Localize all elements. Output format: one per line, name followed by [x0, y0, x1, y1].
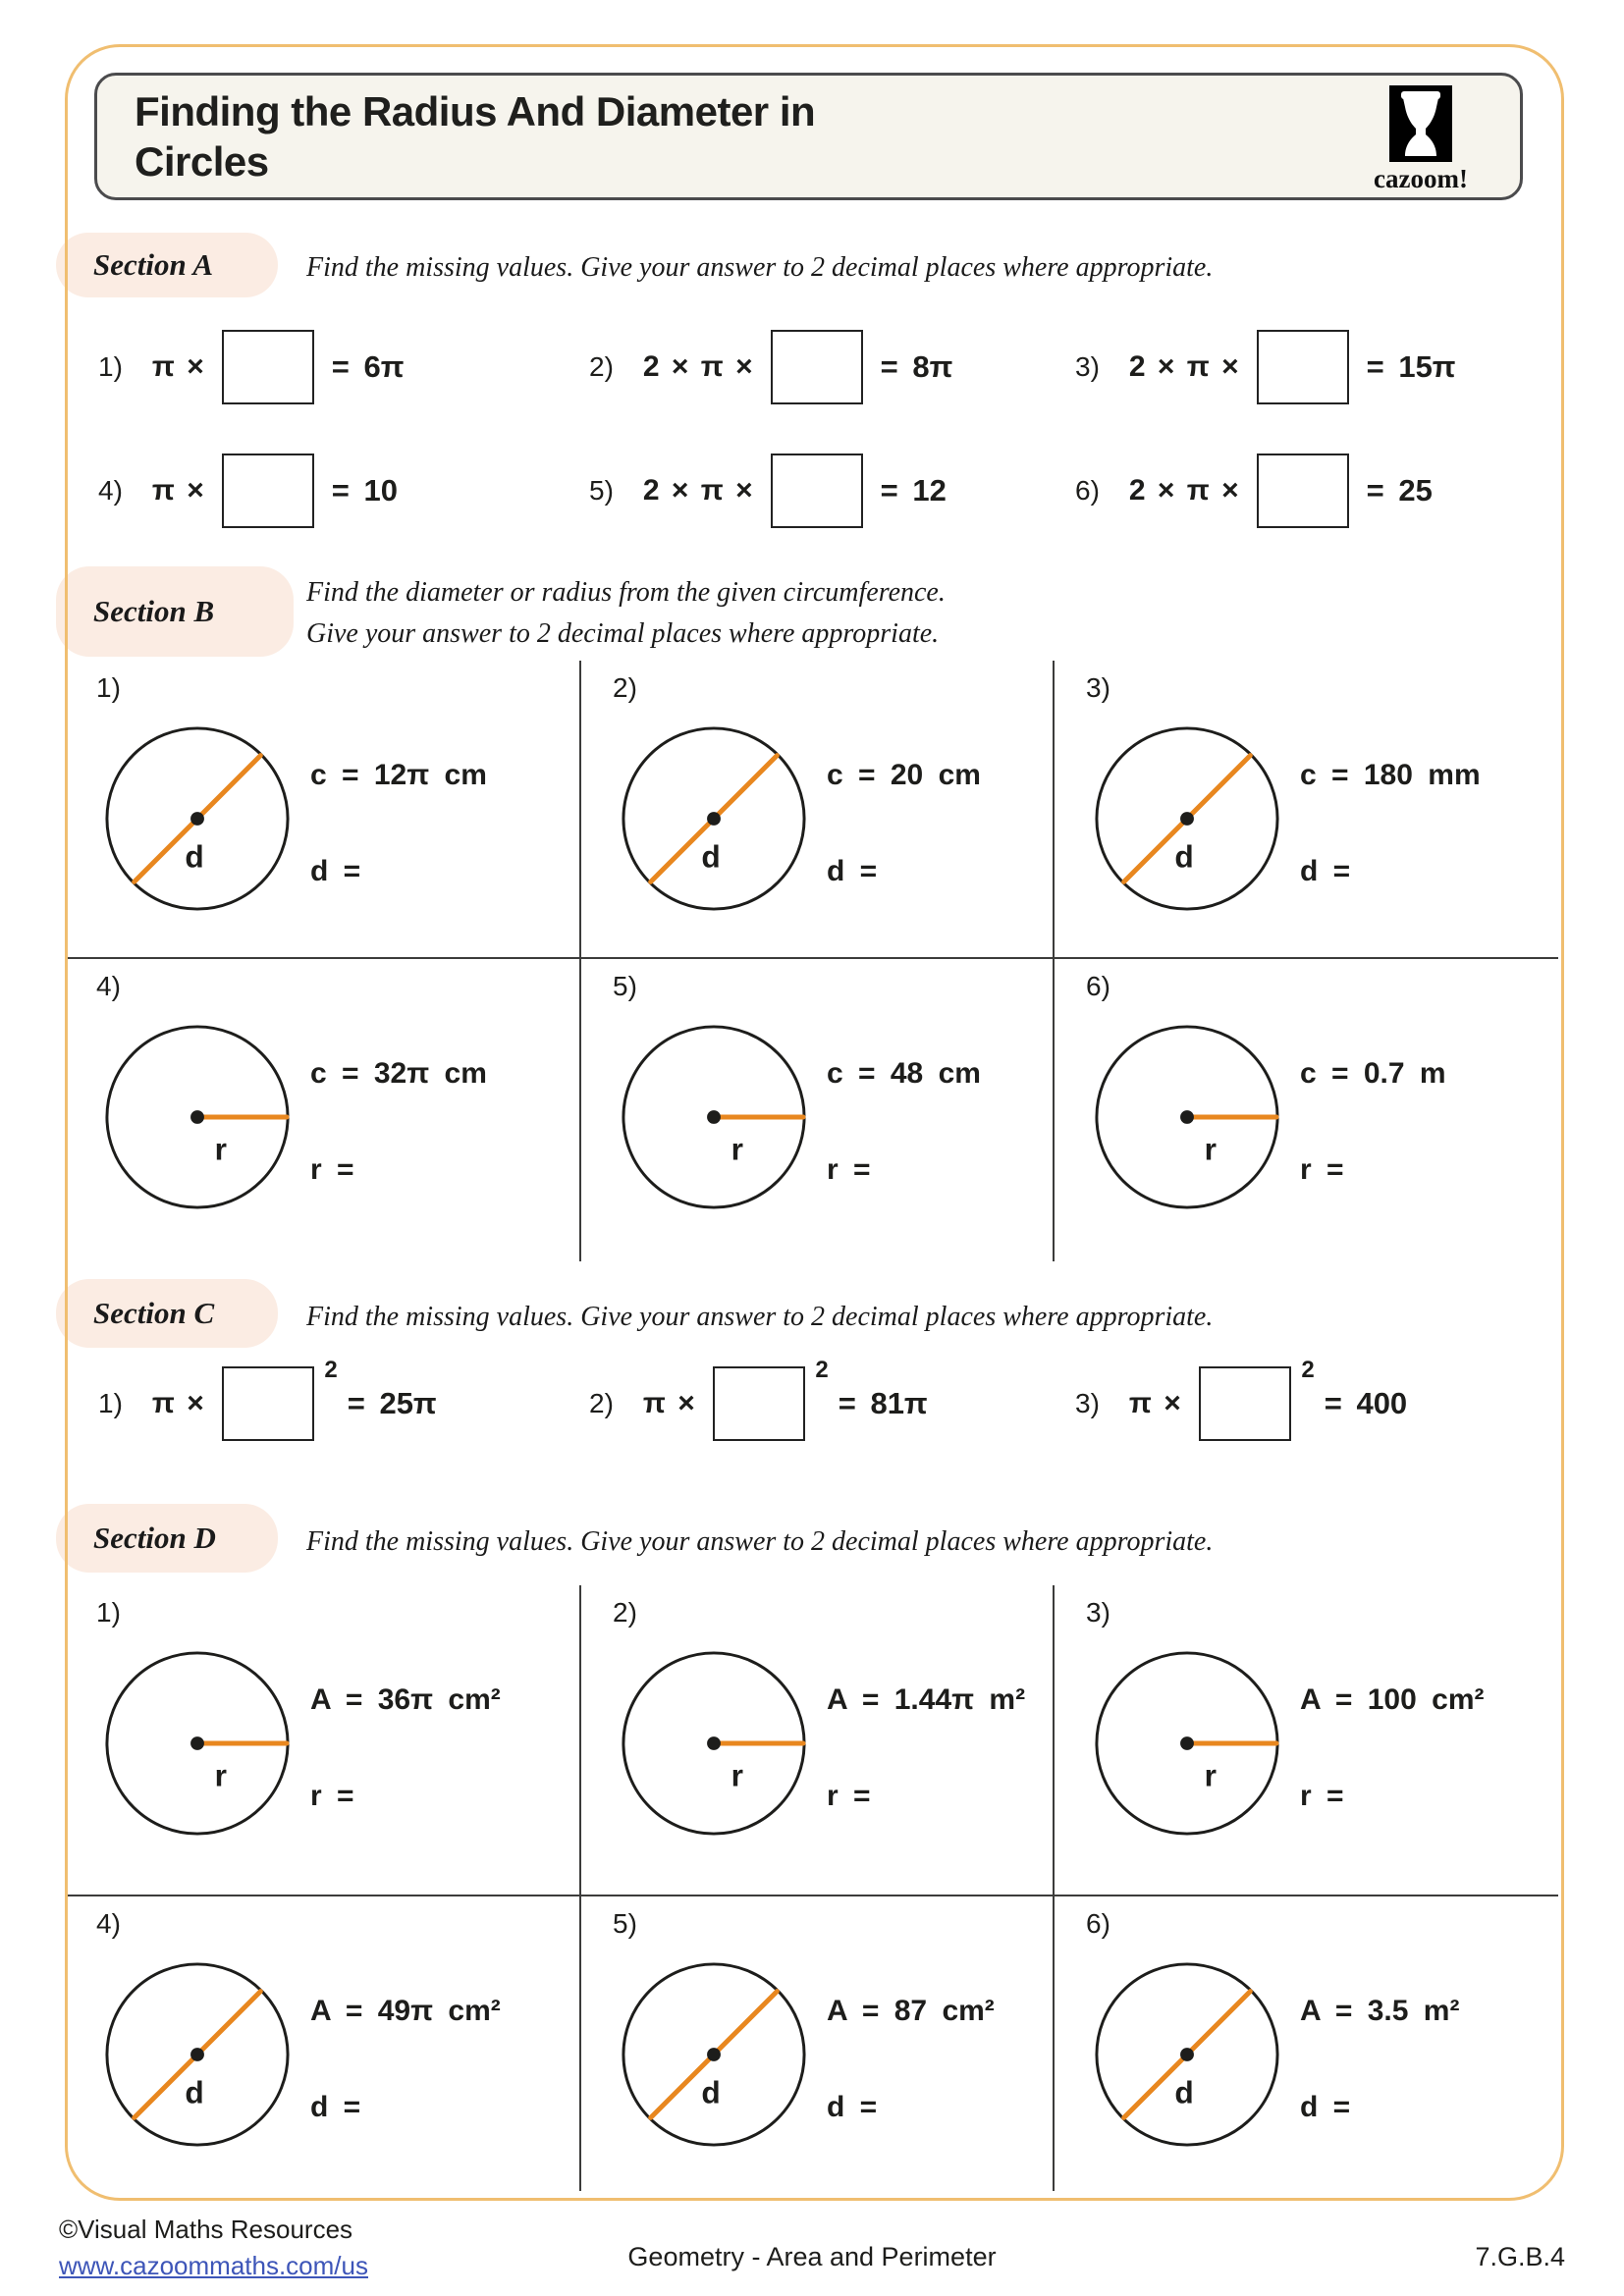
circle-radius-diagram: [617, 1646, 811, 1841]
section-b-instruction-line1: Find the diameter or radius from the given circumference.: [306, 577, 946, 608]
cell-number: 4): [96, 971, 121, 1001]
copyright-text: ©Visual Maths Resources: [59, 2215, 353, 2244]
given-value: A = 100 cm²: [1300, 1683, 1485, 1716]
radius-label: r: [1204, 1131, 1217, 1167]
find-prompt: d =: [310, 2091, 361, 2123]
answer-box[interactable]: [713, 1366, 805, 1441]
radius-label: r: [214, 1757, 227, 1793]
problem-result: = 81π: [838, 1386, 928, 1420]
given-value: c = 48 cm: [827, 1057, 981, 1090]
exponent: 2: [324, 1357, 338, 1383]
diameter-label: d: [185, 838, 204, 875]
problem-expression: 2 × π ×: [1128, 474, 1241, 507]
circle-diameter-diagram: [617, 1957, 811, 2152]
answer-box[interactable]: [1257, 454, 1349, 528]
section-d-label: Section D: [93, 1521, 216, 1555]
given-value: c = 0.7 m: [1300, 1057, 1446, 1090]
find-prompt: r =: [310, 1153, 354, 1186]
radius-label: r: [731, 1131, 743, 1167]
cell-number: 2): [613, 1597, 637, 1628]
radius-label: r: [214, 1131, 227, 1167]
section-a-label: Section A: [93, 247, 214, 282]
section-b-label: Section B: [93, 594, 215, 628]
section-d-cell-2: [581, 1585, 1055, 1895]
section-a-instruction: Find the missing values. Give your answer to 2 decimal places where appropriate.: [306, 252, 1214, 283]
answer-box[interactable]: [1199, 1366, 1291, 1441]
circle-radius-diagram: [617, 1020, 811, 1214]
cell-number: 6): [1086, 971, 1110, 1001]
section-d-cell-3: [1055, 1585, 1558, 1895]
problem-number: 1): [98, 1388, 123, 1418]
problem-number: 4): [98, 475, 123, 506]
section-d-pill: [56, 1504, 278, 1573]
diameter-label: d: [1174, 2074, 1194, 2110]
problem-number: 2): [589, 1388, 614, 1418]
problem-number: 3): [1075, 351, 1100, 382]
circle-diameter-diagram: [617, 721, 811, 916]
section-c-problem-1: [98, 1357, 437, 1441]
answer-box[interactable]: [771, 454, 863, 528]
problem-number: 5): [589, 475, 614, 506]
find-prompt: r =: [827, 1780, 871, 1812]
circle-diameter-diagram: [1090, 1957, 1284, 2152]
section-d-row-2: [65, 1896, 1558, 2191]
given-value: c = 12π cm: [310, 759, 487, 791]
page-title-line2: Circles: [135, 138, 269, 185]
section-a-problem-3: [1075, 330, 1456, 404]
section-d-grid: [65, 1585, 1558, 2191]
problem-expression: π ×: [151, 1387, 206, 1419]
find-prompt: r =: [1300, 1780, 1344, 1812]
answer-box[interactable]: [222, 330, 314, 404]
section-b-cell-2: [581, 661, 1055, 957]
standard-code: 7.G.B.4: [1475, 2242, 1565, 2271]
page-title-line1: Finding the Radius And Diameter in: [135, 87, 816, 134]
problem-expression: 2 × π ×: [642, 350, 755, 383]
given-value: A = 1.44π m²: [827, 1683, 1026, 1716]
title-box: [94, 73, 1523, 200]
problem-expression: 2 × π ×: [642, 474, 755, 507]
cell-number: 1): [96, 672, 121, 703]
circle-diameter-diagram: [100, 1957, 295, 2152]
section-b-pill: [56, 566, 294, 657]
answer-box[interactable]: [222, 1366, 314, 1441]
problem-result: = 15π: [1366, 349, 1456, 384]
problem-result: = 25π: [347, 1386, 437, 1420]
find-prompt: d =: [1300, 2091, 1351, 2123]
section-b-cell-1: [65, 661, 581, 957]
section-c-problem-2: [589, 1357, 928, 1441]
problem-expression: π ×: [151, 350, 206, 383]
section-a-problem-6: [1075, 454, 1433, 528]
problem-result: = 6π: [331, 349, 405, 384]
section-c-problem-3: [1075, 1357, 1408, 1441]
section-b-cell-5: [581, 959, 1055, 1261]
section-a-problem-4: [98, 454, 398, 528]
find-prompt: r =: [310, 1780, 354, 1812]
cell-number: 1): [96, 1597, 121, 1628]
logo-wordmark: cazoom!: [1374, 164, 1468, 193]
circle-radius-diagram: [100, 1646, 295, 1841]
exponent: 2: [815, 1357, 829, 1383]
circle-diameter-diagram: [100, 721, 295, 916]
circle-diameter-diagram: [1090, 721, 1284, 916]
problem-expression: 2 × π ×: [1128, 350, 1241, 383]
problem-number: 2): [589, 351, 614, 382]
cazoom-logo: [1347, 85, 1494, 194]
answer-box-wrap: [222, 1357, 338, 1441]
cell-number: 5): [613, 971, 637, 1001]
section-d-cell-5: [581, 1896, 1055, 2191]
problem-expression: π ×: [642, 1387, 697, 1419]
section-b-cell-4: [65, 959, 581, 1261]
given-value: A = 87 cm²: [827, 1995, 995, 2027]
section-c-label: Section C: [93, 1296, 215, 1330]
drum-icon: [1389, 85, 1452, 162]
section-d-cell-1: [65, 1585, 581, 1895]
section-a-pill: [56, 233, 278, 297]
section-d-cell-4: [65, 1896, 581, 2191]
section-b-cell-6: [1055, 959, 1558, 1261]
given-value: c = 180 mm: [1300, 759, 1481, 791]
answer-box[interactable]: [222, 454, 314, 528]
problem-expression: π ×: [151, 474, 206, 507]
find-prompt: d =: [827, 2091, 878, 2123]
find-prompt: d =: [827, 855, 878, 887]
find-prompt: r =: [827, 1153, 871, 1186]
given-value: c = 20 cm: [827, 759, 981, 791]
diameter-label: d: [701, 2074, 721, 2110]
cazoom-url-link[interactable]: www.cazoommaths.com/us: [59, 2251, 368, 2280]
section-a-problem-5: [589, 454, 947, 528]
answer-box[interactable]: [771, 330, 863, 404]
problem-number: 1): [98, 351, 123, 382]
cell-number: 6): [1086, 1908, 1110, 1939]
exponent: 2: [1301, 1357, 1315, 1383]
given-value: c = 32π cm: [310, 1057, 487, 1090]
find-prompt: d =: [310, 855, 361, 887]
section-b-row-1: [65, 661, 1558, 959]
find-prompt: d =: [1300, 855, 1351, 887]
circle-radius-diagram: [1090, 1020, 1284, 1214]
section-c-pill: [56, 1279, 278, 1348]
section-b-grid: [65, 661, 1558, 1261]
given-value: A = 3.5 m²: [1300, 1995, 1460, 2027]
radius-label: r: [731, 1757, 743, 1793]
cell-number: 5): [613, 1908, 637, 1939]
diameter-label: d: [1174, 838, 1194, 875]
answer-box-wrap: [713, 1357, 829, 1441]
problem-result: = 400: [1324, 1386, 1408, 1420]
problem-expression: π ×: [1128, 1387, 1183, 1419]
circle-radius-diagram: [100, 1020, 295, 1214]
diameter-label: d: [185, 2074, 204, 2110]
section-d-row-1: [65, 1585, 1558, 1896]
section-d-cell-6: [1055, 1896, 1558, 2191]
problem-number: 6): [1075, 475, 1100, 506]
problem-result: = 8π: [880, 349, 953, 384]
section-d-instruction: Find the missing values. Give your answer to 2 decimal places where appropriate.: [306, 1526, 1214, 1557]
cell-number: 4): [96, 1908, 121, 1939]
cell-number: 3): [1086, 1597, 1110, 1628]
section-b-row-2: [65, 959, 1558, 1261]
cell-number: 3): [1086, 672, 1110, 703]
circle-radius-diagram: [1090, 1646, 1284, 1841]
page-title: [97, 86, 815, 187]
problem-number: 3): [1075, 1388, 1100, 1418]
section-a-problem-2: [589, 330, 952, 404]
find-prompt: r =: [1300, 1153, 1344, 1186]
problem-result: = 10: [331, 473, 398, 507]
problem-result: = 12: [880, 473, 947, 507]
problem-result: = 25: [1366, 473, 1433, 507]
cell-number: 2): [613, 672, 637, 703]
radius-label: r: [1204, 1757, 1217, 1793]
given-value: A = 49π cm²: [310, 1995, 501, 2027]
answer-box[interactable]: [1257, 330, 1349, 404]
section-b-cell-3: [1055, 661, 1558, 957]
section-a-problem-1: [98, 330, 404, 404]
diameter-label: d: [701, 838, 721, 875]
footer-topic: Geometry - Area and Perimeter: [627, 2242, 997, 2271]
section-c-instruction: Find the missing values. Give your answer to 2 decimal places where appropriate.: [306, 1302, 1214, 1332]
section-b-instruction: [306, 572, 946, 655]
answer-box-wrap: [1199, 1357, 1315, 1441]
section-b-instruction-line2: Give your answer to 2 decimal places where appropriate.: [306, 618, 940, 649]
given-value: A = 36π cm²: [310, 1683, 501, 1716]
